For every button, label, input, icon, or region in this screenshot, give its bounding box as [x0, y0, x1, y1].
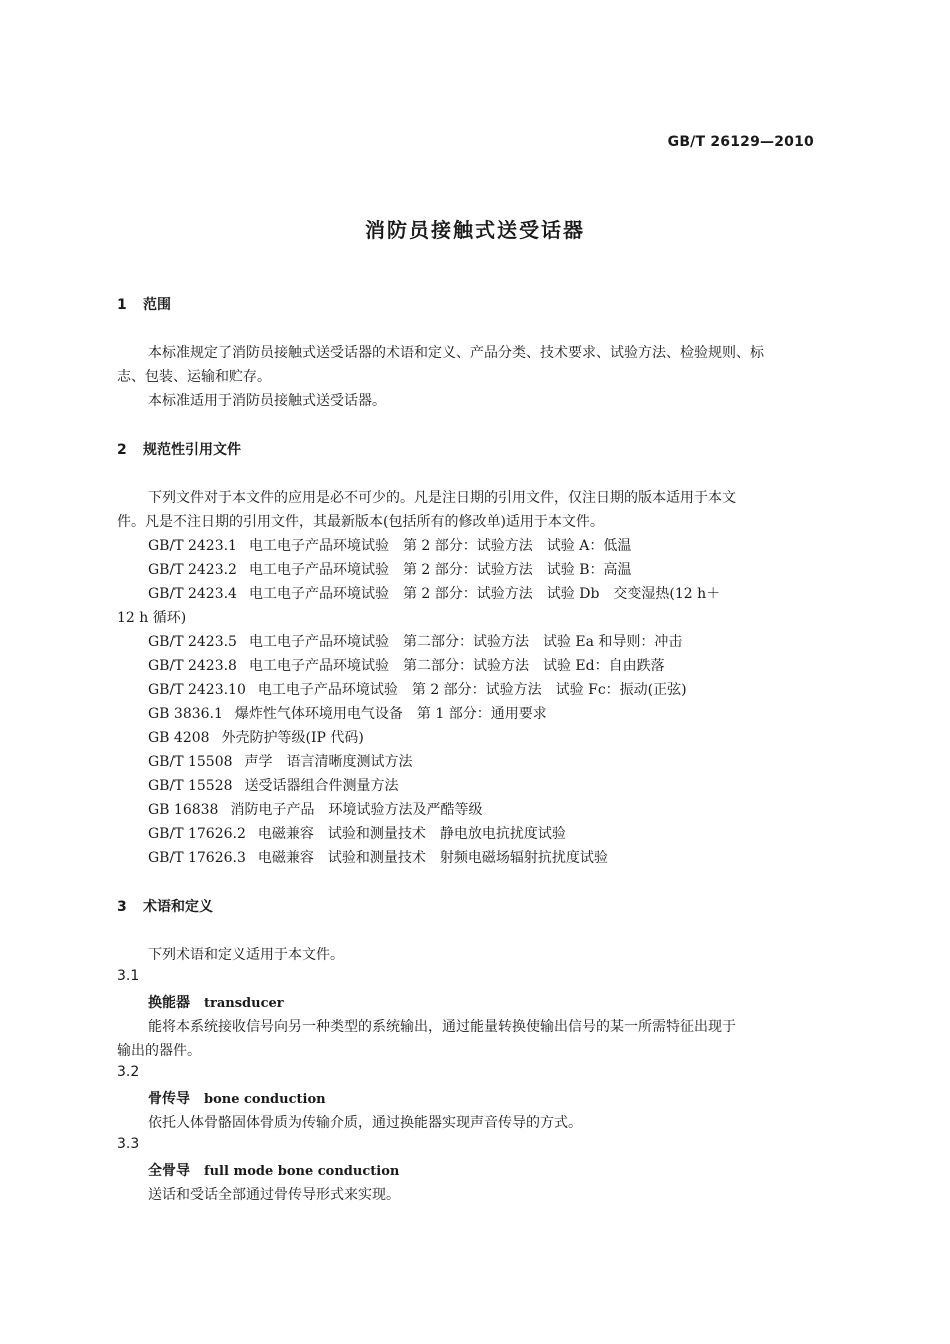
section-2-intro-line1: 下列文件对于本文件的应用是必不可少的。凡是注日期的引用文件，仅注日期的版本适用于本文	[148, 490, 736, 506]
reference-code: GB/T 17626.2	[148, 826, 246, 842]
section-title: 规范性引用文件	[143, 442, 241, 458]
term-heading	[148, 1160, 399, 1180]
section-1-heading	[117, 294, 171, 314]
section-2-heading	[117, 439, 241, 459]
reference-code: GB/T 2423.8	[148, 658, 237, 674]
reference-item	[148, 655, 665, 675]
section-title: 范围	[143, 297, 171, 313]
standard-number: GB/T 26129—2010	[667, 134, 814, 150]
section-2-intro-line2: 件。凡是不注日期的引用文件，其最新版本(包括所有的修改单)适用于本文件。	[117, 514, 604, 530]
reference-code: GB/T 2423.5	[148, 634, 237, 650]
reference-title: 电工电子产品环境试验 第 2 部分：试验方法 试验 B：高温	[248, 562, 632, 578]
term-zh: 全骨导	[148, 1163, 190, 1179]
reference-continuation: 12 h 循环)	[117, 610, 187, 626]
section-1-para1-line1: 本标准规定了消防员接触式送受话器的术语和定义、产品分类、技术要求、试验方法、检验规则、标	[148, 345, 764, 361]
reference-code: GB/T 17626.3	[148, 850, 246, 866]
reference-title: 电工电子产品环境试验 第 2 部分：试验方法 试验 A：低温	[248, 538, 632, 554]
reference-item	[148, 799, 482, 819]
section-1-para1-line2: 志、包装、运输和贮存。	[117, 369, 271, 385]
reference-code: GB 16838	[148, 802, 219, 818]
term-definition-line1: 送话和受话全部通过骨传导形式来实现。	[148, 1187, 400, 1203]
reference-code: GB/T 2423.10	[148, 682, 246, 698]
reference-item	[148, 631, 682, 651]
reference-item	[148, 751, 413, 771]
reference-code: GB 3836.1	[148, 706, 223, 722]
reference-code: GB/T 2423.2	[148, 562, 237, 578]
term-number: 3.1	[117, 968, 140, 984]
section-3-heading	[117, 896, 213, 916]
reference-item	[148, 535, 631, 555]
term-definition-line2: 输出的器件。	[117, 1043, 201, 1059]
reference-item	[148, 823, 566, 843]
reference-item	[148, 775, 399, 795]
reference-title: 爆炸性气体环境用电气设备 第 1 部分：通用要求	[234, 706, 547, 722]
reference-item	[148, 727, 364, 747]
section-title: 术语和定义	[143, 899, 213, 915]
term-definition-line1: 依托人体骨骼固体骨质为传输介质，通过换能器实现声音传导的方式。	[148, 1115, 582, 1131]
term-zh: 换能器	[148, 995, 190, 1011]
term-zh: 骨传导	[148, 1091, 190, 1107]
term-heading	[148, 1088, 326, 1108]
term-number: 3.3	[117, 1136, 140, 1152]
term-en: transducer	[204, 996, 284, 1011]
term-number: 3.2	[117, 1064, 140, 1080]
reference-item	[148, 583, 720, 603]
section-number: 3	[117, 899, 127, 915]
term-en: bone conduction	[204, 1092, 326, 1107]
term-definition-line1: 能将本系统接收信号向另一种类型的系统输出，通过能量转换使输出信号的某一所需特征出现于	[148, 1019, 736, 1035]
reference-title: 声学 语言清晰度测试方法	[244, 754, 413, 770]
reference-code: GB/T 15528	[148, 778, 233, 794]
reference-item	[148, 703, 547, 723]
reference-title: 电磁兼容 试验和测量技术 射频电磁场辐射抗扰度试验	[257, 850, 608, 866]
reference-code: GB/T 2423.4	[148, 586, 237, 602]
section-1-para2: 本标准适用于消防员接触式送受话器。	[148, 393, 386, 409]
reference-title: 送受话器组合件测量方法	[244, 778, 399, 794]
reference-item	[148, 679, 687, 699]
reference-title: 外壳防护等级(IP 代码)	[221, 730, 364, 746]
section-3-intro: 下列术语和定义适用于本文件。	[148, 947, 344, 963]
page-title: 消防员接触式送受话器	[365, 218, 585, 242]
section-number: 1	[117, 297, 127, 313]
reference-item	[148, 847, 608, 867]
reference-code: GB/T 2423.1	[148, 538, 237, 554]
reference-title: 电工电子产品环境试验 第 2 部分：试验方法 试验 Db 交变湿热(12 h＋	[248, 586, 721, 602]
term-heading	[148, 992, 284, 1012]
reference-title: 电磁兼容 试验和测量技术 静电放电抗扰度试验	[257, 826, 566, 842]
reference-item	[148, 559, 632, 579]
reference-title: 消防电子产品 环境试验方法及严酷等级	[230, 802, 483, 818]
section-number: 2	[117, 442, 127, 458]
reference-code: GB/T 15508	[148, 754, 233, 770]
reference-code: GB 4208	[148, 730, 210, 746]
reference-title: 电工电子产品环境试验 第二部分：试验方法 试验 Ed：自由跌落	[248, 658, 665, 674]
reference-title: 电工电子产品环境试验 第 2 部分：试验方法 试验 Fc：振动(正弦)	[257, 682, 687, 698]
term-en: full mode bone conduction	[204, 1164, 400, 1179]
reference-title: 电工电子产品环境试验 第二部分：试验方法 试验 Ea 和导则：冲击	[248, 634, 683, 650]
